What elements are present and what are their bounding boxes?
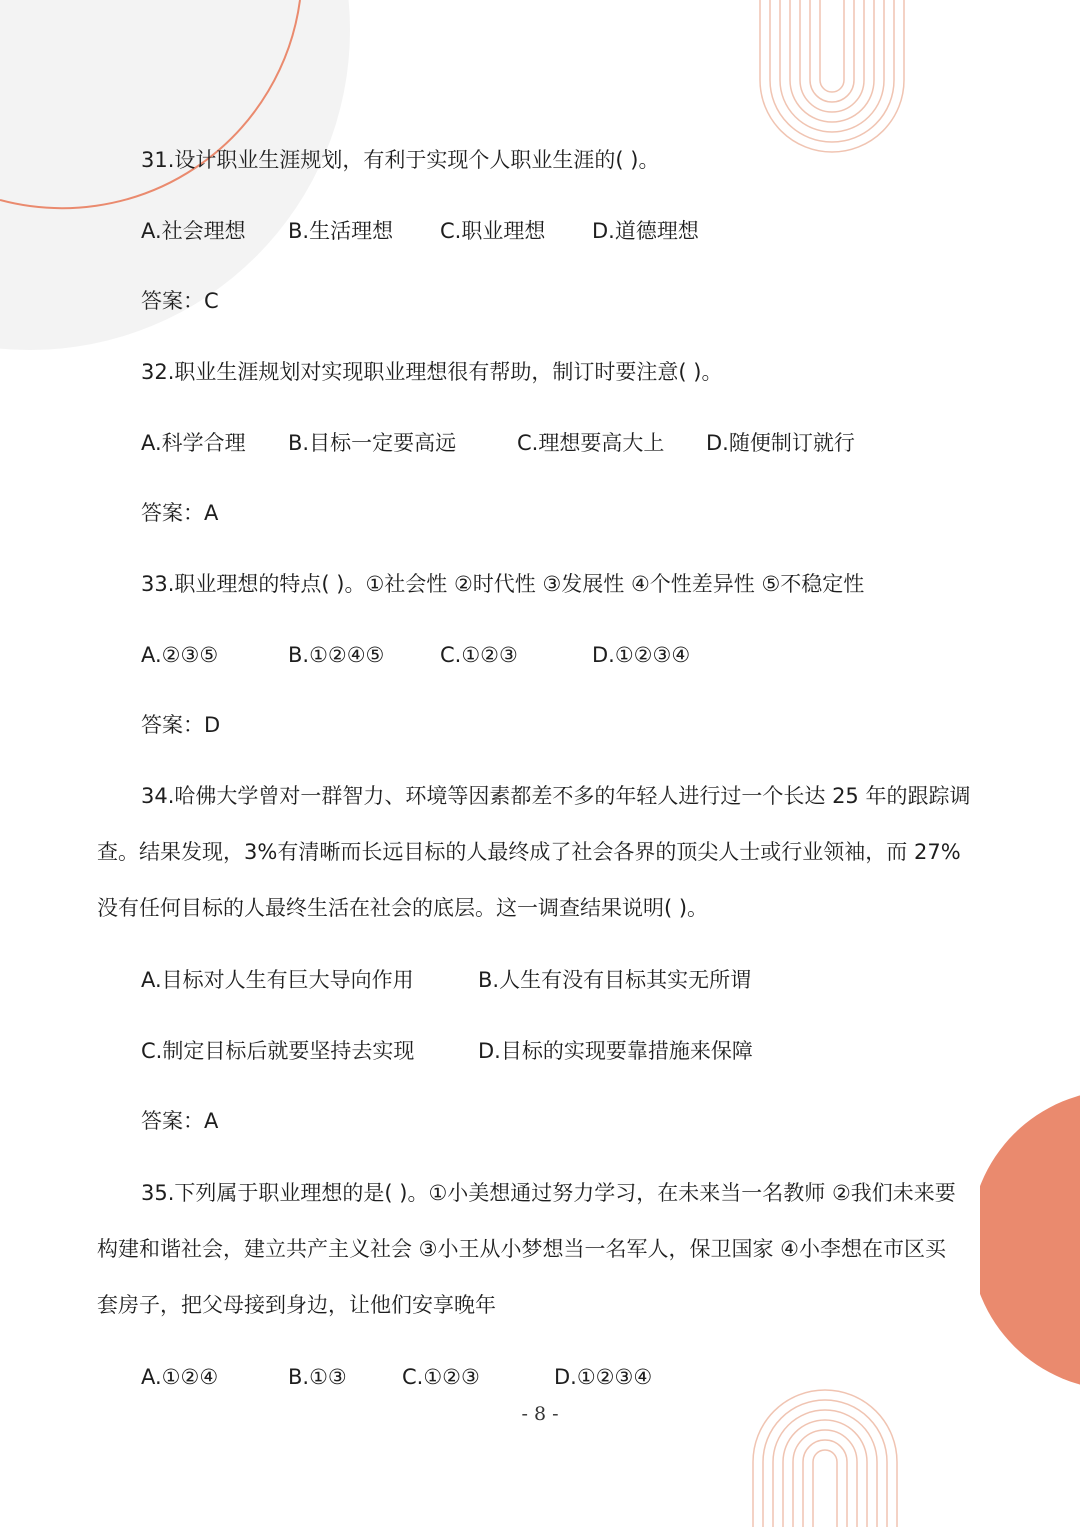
option-c: C.制定目标后就要坚持去实现 [141, 1039, 415, 1063]
answer-text: 答案：A [141, 1109, 219, 1133]
option-a: A.②③⑤ [141, 643, 219, 667]
question-34-stem [97, 781, 987, 949]
option-d: D.道德理想 [592, 219, 699, 243]
question-32-stem: 32.职业生涯规划对实现职业理想很有帮助，制订时要注意( )。 [141, 360, 723, 384]
option-c: C.职业理想 [440, 219, 546, 243]
decor-top-left-orange-arc [0, 0, 330, 230]
option-c: C.①②③ [402, 1365, 480, 1389]
option-d: D.目标的实现要靠措施来保障 [478, 1039, 753, 1063]
answer-text: 答案：A [141, 501, 219, 525]
option-d: D.①②③④ [554, 1365, 653, 1389]
option-a: A.目标对人生有巨大导向作用 [141, 968, 414, 992]
option-a: A.①②④ [141, 1365, 219, 1389]
option-c: C.①②③ [440, 643, 518, 667]
option-a: A.社会理想 [141, 219, 246, 243]
option-b: B.①②④⑤ [288, 643, 385, 667]
option-b: B.生活理想 [288, 219, 394, 243]
option-d: D.随便制订就行 [706, 431, 855, 455]
page-number: - 8 - [521, 1403, 559, 1425]
option-a: A.科学合理 [141, 431, 246, 455]
question-35-stem [97, 1178, 987, 1346]
option-b: B.人生有没有目标其实无所谓 [478, 968, 752, 992]
stem-line: 套房子，把父母接到身边，让他们安享晚年 [97, 1293, 496, 1317]
stem-line: 35.下列属于职业理想的是( )。①小美想通过努力学习，在未来当一名教师 ②我们未来要 [141, 1181, 956, 1205]
option-b: B.目标一定要高远 [288, 431, 457, 455]
question-31-stem: 31.设计职业生涯规划，有利于实现个人职业生涯的( )。 [141, 148, 660, 172]
stem-line: 构建和谐社会，建立共产主义社会 ③小王从小梦想当一名军人，保卫国家 ④小李想在市区买 [97, 1237, 946, 1261]
option-c: C.理想要高大上 [517, 431, 665, 455]
option-b: B.①③ [288, 1365, 347, 1389]
question-33-stem: 33.职业理想的特点( )。①社会性 ②时代性 ③发展性 ④个性差异性 ⑤不稳定性 [141, 572, 865, 596]
answer-text: 答案：D [141, 713, 221, 737]
stem-line: 查。结果发现，3%有清晰而长远目标的人最终成了社会各界的顶尖人士或行业领袖，而 27% [97, 840, 961, 864]
decor-top-right-arches [755, 0, 910, 160]
answer-text: 答案：C [141, 289, 219, 313]
stem-line: 34.哈佛大学曾对一群智力、环境等因素都差不多的年轻人进行过一个长达 25 年的跟踪调 [141, 784, 971, 808]
option-d: D.①②③④ [592, 643, 691, 667]
stem-line: 没有任何目标的人最终生活在社会的底层。这一调查结果说明( )。 [97, 896, 709, 920]
decor-right-orange-circle [980, 1090, 1080, 1390]
